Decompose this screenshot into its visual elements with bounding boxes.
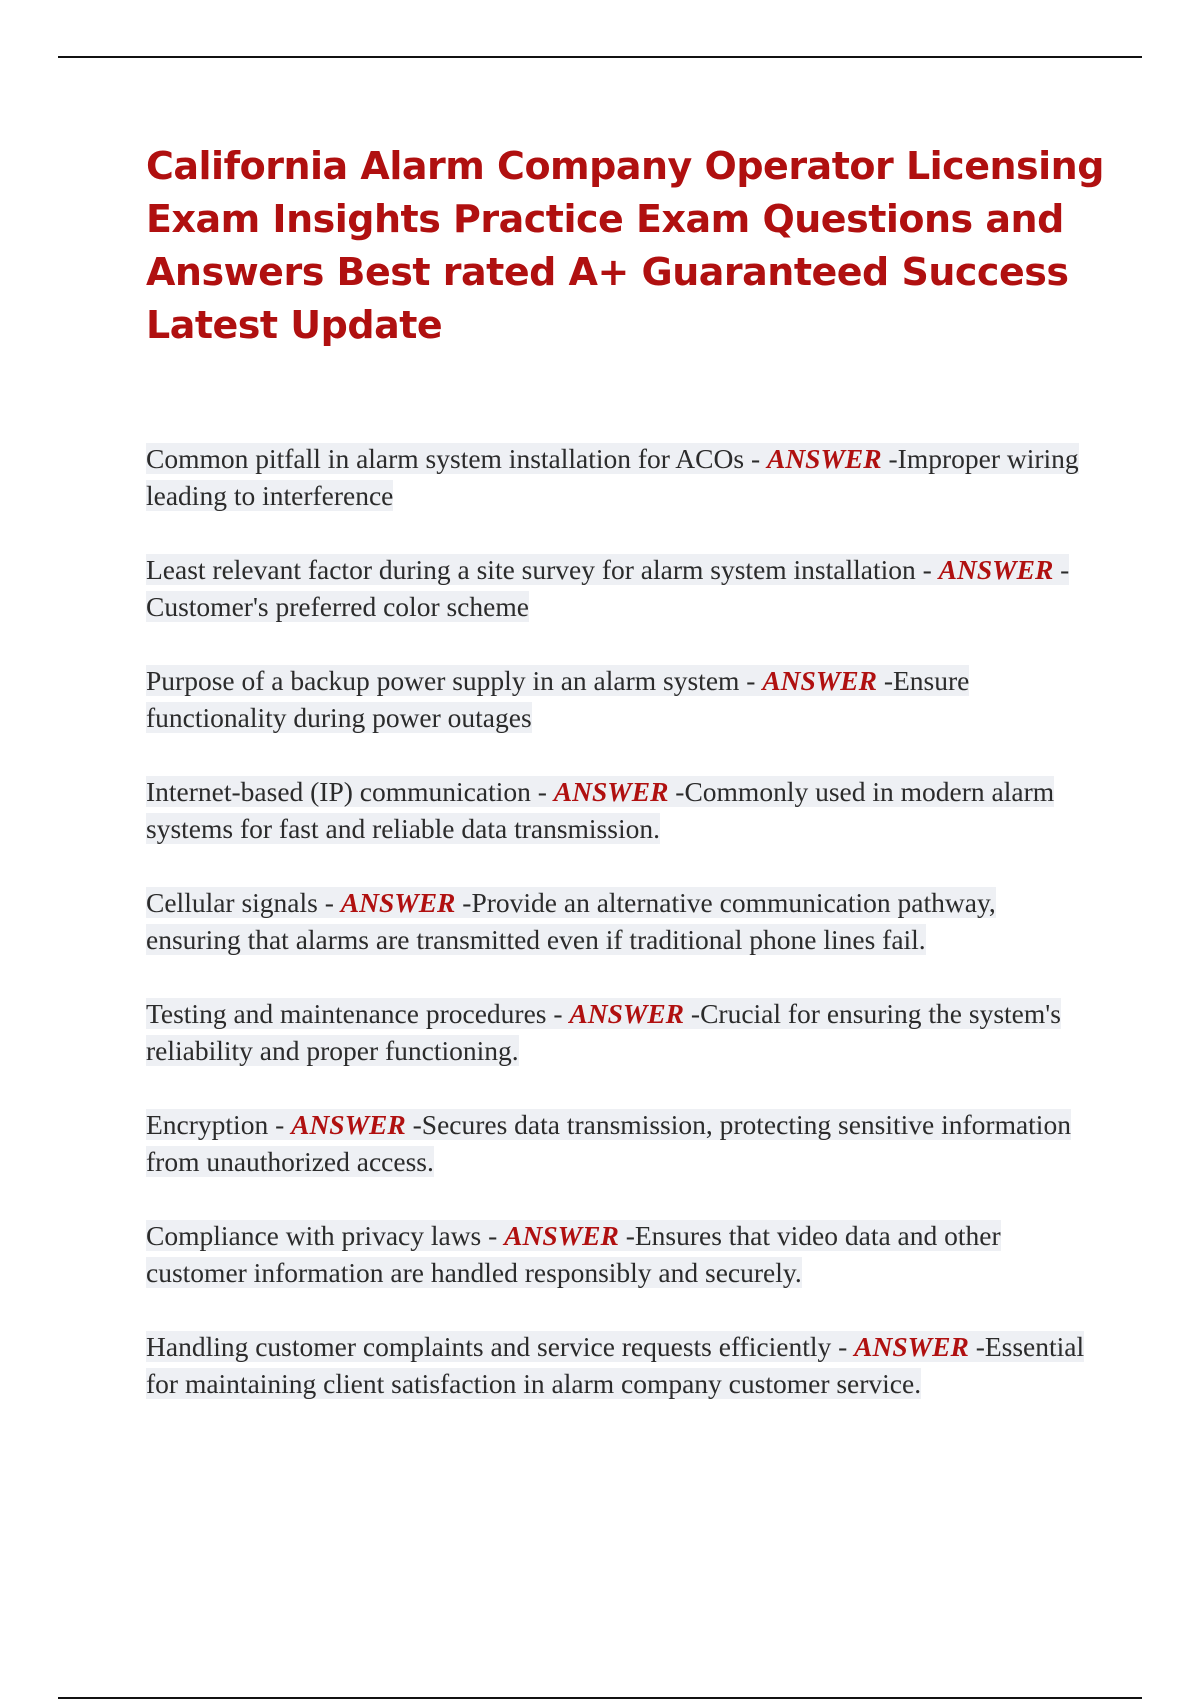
qa-item — [146, 662, 1096, 736]
qa-item — [146, 1106, 1096, 1180]
answer-text: -Improper wiring leading to interference — [146, 443, 1079, 511]
qa-item — [146, 551, 1096, 625]
answer-label: ANSWER — [569, 998, 685, 1029]
answer-text: -Secures data transmission, protecting sensitive information from unauthorized access. — [146, 1109, 1071, 1177]
answer-label: ANSWER — [340, 887, 456, 918]
qa-entry — [146, 1220, 1001, 1288]
qa-entry — [146, 554, 1069, 622]
answer-label: ANSWER — [504, 1220, 619, 1251]
question-text: Cellular signals - — [146, 887, 341, 918]
qa-entry — [146, 443, 1079, 511]
qa-entry — [146, 1331, 1084, 1399]
answer-text: -Provide an alternative communication pathway, ensuring that alarms are transmitted even if traditional phone lines fail. — [146, 887, 996, 955]
question-text: Internet-based (IP) communication - — [146, 776, 554, 807]
answer-text: -Commonly used in modern alarm systems for fast and reliable data transmission. — [146, 776, 1055, 844]
qa-item — [146, 773, 1096, 847]
answer-label: ANSWER — [766, 443, 882, 474]
answer-text: -Essential for maintaining client satisfaction in alarm company customer service. — [146, 1331, 1085, 1399]
qa-entry — [146, 998, 1061, 1066]
qa-list — [146, 440, 1096, 1439]
qa-item — [146, 1328, 1096, 1402]
qa-entry — [146, 665, 969, 733]
answer-label: ANSWER — [854, 1331, 969, 1362]
question-text: Compliance with privacy laws - — [146, 1220, 505, 1251]
qa-item — [146, 1217, 1096, 1291]
top-divider — [58, 56, 1142, 58]
question-text: Encryption - — [146, 1109, 292, 1140]
answer-text: -Ensure functionality during power outages — [146, 665, 970, 733]
answer-text: -Crucial for ensuring the system's reliability and proper functioning. — [146, 998, 1061, 1066]
answer-label: ANSWER — [291, 1109, 406, 1140]
answer-text: -Ensures that video data and other customer information are handled responsibly and securely. — [146, 1220, 1001, 1288]
qa-entry — [146, 1109, 1071, 1177]
answer-label: ANSWER — [553, 776, 669, 807]
qa-item — [146, 995, 1096, 1069]
qa-item — [146, 884, 1096, 958]
question-text: Purpose of a backup power supply in an alarm system - — [146, 665, 763, 696]
question-text: Testing and maintenance procedures - — [146, 998, 570, 1029]
bottom-divider — [58, 1697, 1142, 1699]
question-text: Common pitfall in alarm system installation for ACOs - — [146, 443, 767, 474]
answer-label: ANSWER — [762, 665, 877, 696]
document-title: California Alarm Company Operator Licensing Exam Insights Practice Exam Questions and Answers Best rated A+ Guaranteed Success Latest Update — [146, 144, 1104, 347]
answer-label: ANSWER — [938, 554, 1054, 585]
qa-entry — [146, 776, 1054, 844]
answer-text: -Customer's preferred color scheme — [146, 554, 1070, 622]
qa-entry — [146, 887, 996, 955]
question-text: Handling customer complaints and service requests efficiently - — [146, 1331, 855, 1362]
question-text: Least relevant factor during a site survey for alarm system installation - — [146, 554, 939, 585]
qa-item — [146, 440, 1096, 514]
